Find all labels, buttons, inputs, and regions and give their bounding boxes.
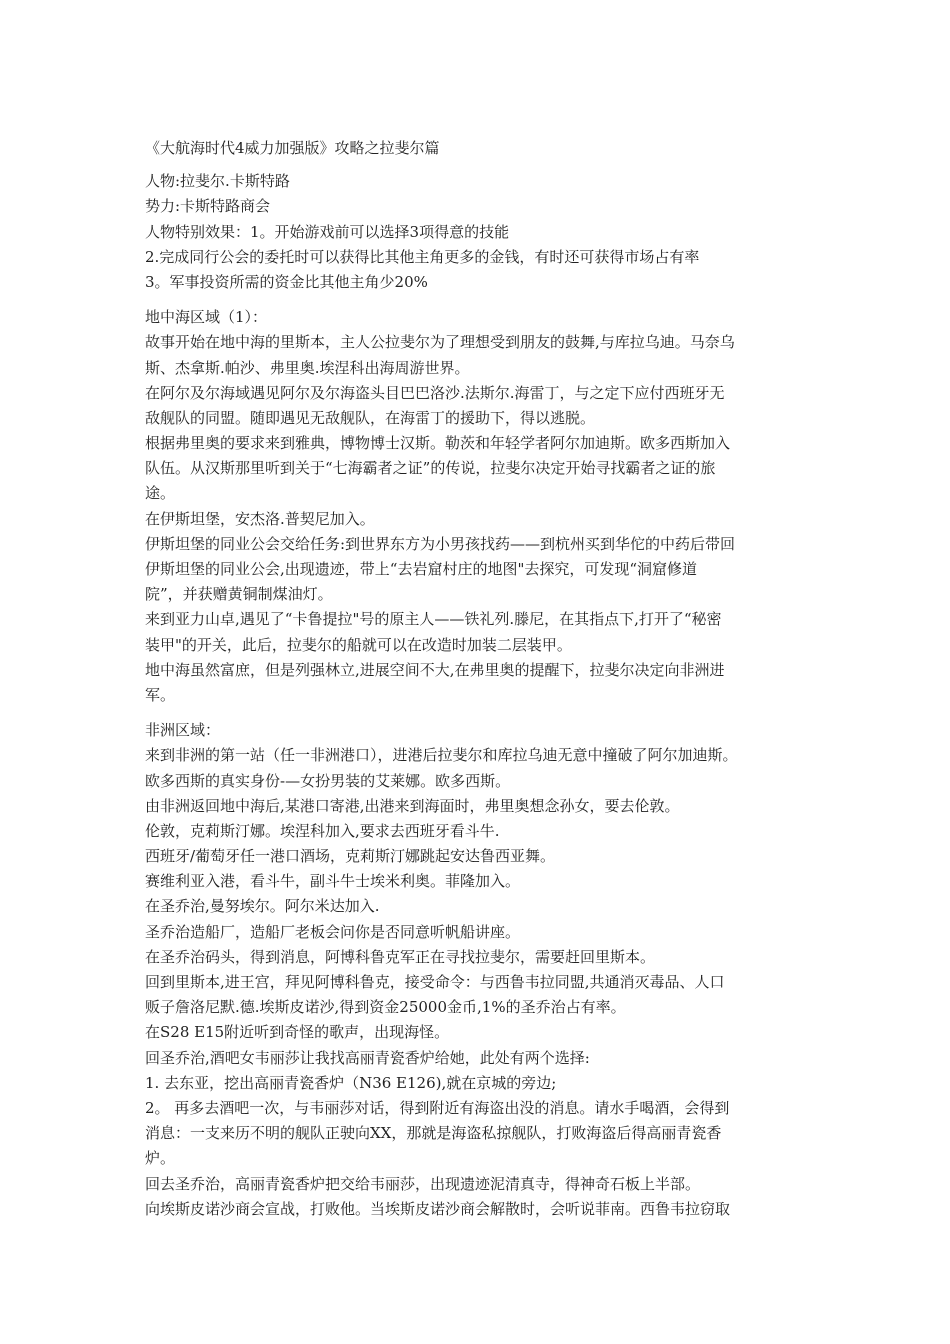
document-body — [145, 136, 815, 1222]
text-line: 在伊斯坦堡，安杰洛.普契尼加入。 — [145, 509, 375, 528]
section-mediterranean — [145, 305, 815, 708]
text-line: 故事开始在地中海的里斯本，主人公拉斐尔为了理想受到朋友的鼓舞,与库拉乌迪。马奈乌 — [145, 333, 735, 352]
text-line: 贩子詹洛尼默.德.埃斯皮诺沙,得到资金25000金币,1%的圣乔治占有率。 — [145, 998, 626, 1017]
text-line: 斯、杰拿斯.帕沙、弗里奥.埃涅科出海周游世界。 — [145, 358, 470, 377]
section-heading: 地中海区域（1）： — [145, 308, 268, 327]
text-line: 人物特别效果：1。开始游戏前可以选择3项得意的技能 — [145, 222, 510, 241]
text-line: 3。军事投资所需的资金比其他主角少20% — [145, 272, 428, 291]
text-line: 来到亚力山卓,遇见了“卡鲁提拉"号的原主人——铁礼列.滕尼，在其指点下,打开了“秘密 — [145, 610, 722, 629]
text-line: 西班牙/葡萄牙任一港口酒场，克莉斯汀娜跳起安达鲁西亚舞。 — [145, 847, 556, 866]
text-line: 炉。 — [145, 1149, 176, 1168]
text-line: 伦敦，克莉斯汀娜。埃涅科加入,要求去西班牙看斗牛. — [145, 821, 500, 840]
text-line: 途。 — [145, 484, 176, 503]
text-line: 军。 — [145, 685, 176, 704]
text-line: 队伍。从汉斯那里听到关于“七海霸者之证”的传说，拉斐尔决定开始寻找霸者之证的旅 — [145, 459, 716, 478]
text-line: 在圣乔治,曼努埃尔。阿尔米达加入. — [145, 897, 380, 916]
text-line: 2。 再多去酒吧一次，与韦丽莎对话，得到附近有海盗出没的消息。请水手喝酒，会得到 — [145, 1098, 730, 1117]
text-line: 回圣乔治,酒吧女韦丽莎让我找高丽青瓷香炉给她，此处有两个选择: — [145, 1048, 590, 1067]
text-line: 敌舰队的同盟。随即遇见无敌舰队，在海雷丁的援助下，得以逃脱。 — [145, 408, 596, 427]
document-title: 《大航海时代4威力加强版》攻略之拉斐尔篇 — [145, 139, 440, 157]
text-line: 欧多西斯的真实身份-—女扮男装的艾莱娜。欧多西斯。 — [145, 771, 511, 790]
text-line: 在圣乔治码头，得到消息，阿博科鲁克军正在寻找拉斐尔，需要赶回里斯本。 — [145, 947, 656, 966]
text-line: 根据弗里奥的要求来到雅典，博物博士汉斯。勒茨和年轻学者阿尔加迪斯。欧多西斯加入 — [145, 434, 731, 453]
text-line: 回去圣乔治，高丽青瓷香炉把交给韦丽莎，出现遗迹泥清真寺，得神奇石板上半部。 — [145, 1174, 701, 1193]
section-intro — [145, 169, 815, 295]
text-line: 来到非洲的第一站（任一非洲港口），进港后拉斐尔和库拉乌迪无意中撞破了阿尔加迪斯。 — [145, 746, 738, 765]
text-line: 人物:拉斐尔.卡斯特路 — [145, 172, 290, 191]
text-line: 圣乔治造船厂，造船厂老板会问你是否同意听帆船讲座。 — [145, 922, 521, 941]
text-line: 1. 去东亚，挖出高丽青瓷香炉（N36 E126),就在京城的旁边; — [145, 1073, 557, 1092]
section-africa — [145, 718, 815, 1222]
text-line: 装甲"的开关，此后，拉斐尔的船就可以在改造时加装二层装甲。 — [145, 635, 572, 654]
text-line: 院”，并获赠黄铜制煤油灯。 — [145, 585, 333, 604]
text-line: 2.完成同行公会的委托时可以获得比其他主角更多的金钱，有时还可获得市场占有率 — [145, 247, 700, 266]
text-line: 消息：一支来历不明的舰队正驶向XX，那就是海盗私掠舰队，打败海盗后得高丽青瓷香 — [145, 1124, 722, 1143]
text-line: 势力:卡斯特路商会 — [145, 197, 271, 216]
text-line: 由非洲返回地中海后,某港口寄港,出港来到海面时，弗里奥想念孙女，要去伦敦。 — [145, 796, 680, 815]
text-line: 在阿尔及尔海域遇见阿尔及尔海盗头目巴巴洛沙.法斯尔.海雷丁，与之定下应付西班牙无 — [145, 383, 725, 402]
text-line: 伊斯坦堡的同业公会交给任务:到世界东方为小男孩找药——到杭州买到华佗的中药后带回 — [145, 534, 736, 553]
text-line: 赛维利亚入港，看斗牛，副斗牛士埃米利奥。菲隆加入。 — [145, 872, 521, 891]
text-line: 地中海虽然富庶，但是列强林立,进展空间不大,在弗里奥的提醒下，拉斐尔决定向非洲进 — [145, 660, 725, 679]
text-line: 伊斯坦堡的同业公会,出现遗迹，带上“去岩窟村庄的地图"去探究，可发现“洞窟修道 — [145, 560, 698, 578]
text-line: 回到里斯本,进王宫，拜见阿博科鲁克，接受命令：与西鲁韦拉同盟,共通消灭毒品、人口 — [145, 973, 725, 991]
section-heading: 非洲区域： — [145, 721, 221, 740]
text-line: 向埃斯皮诺沙商会宣战，打败他。当埃斯皮诺沙商会解散时，会听说菲南。西鲁韦拉窃取 — [145, 1199, 731, 1218]
paragraph-gap — [145, 708, 815, 718]
text-line: 在S28 E15附近听到奇怪的歌声，出现海怪。 — [145, 1023, 450, 1042]
paragraph-gap — [145, 295, 815, 305]
